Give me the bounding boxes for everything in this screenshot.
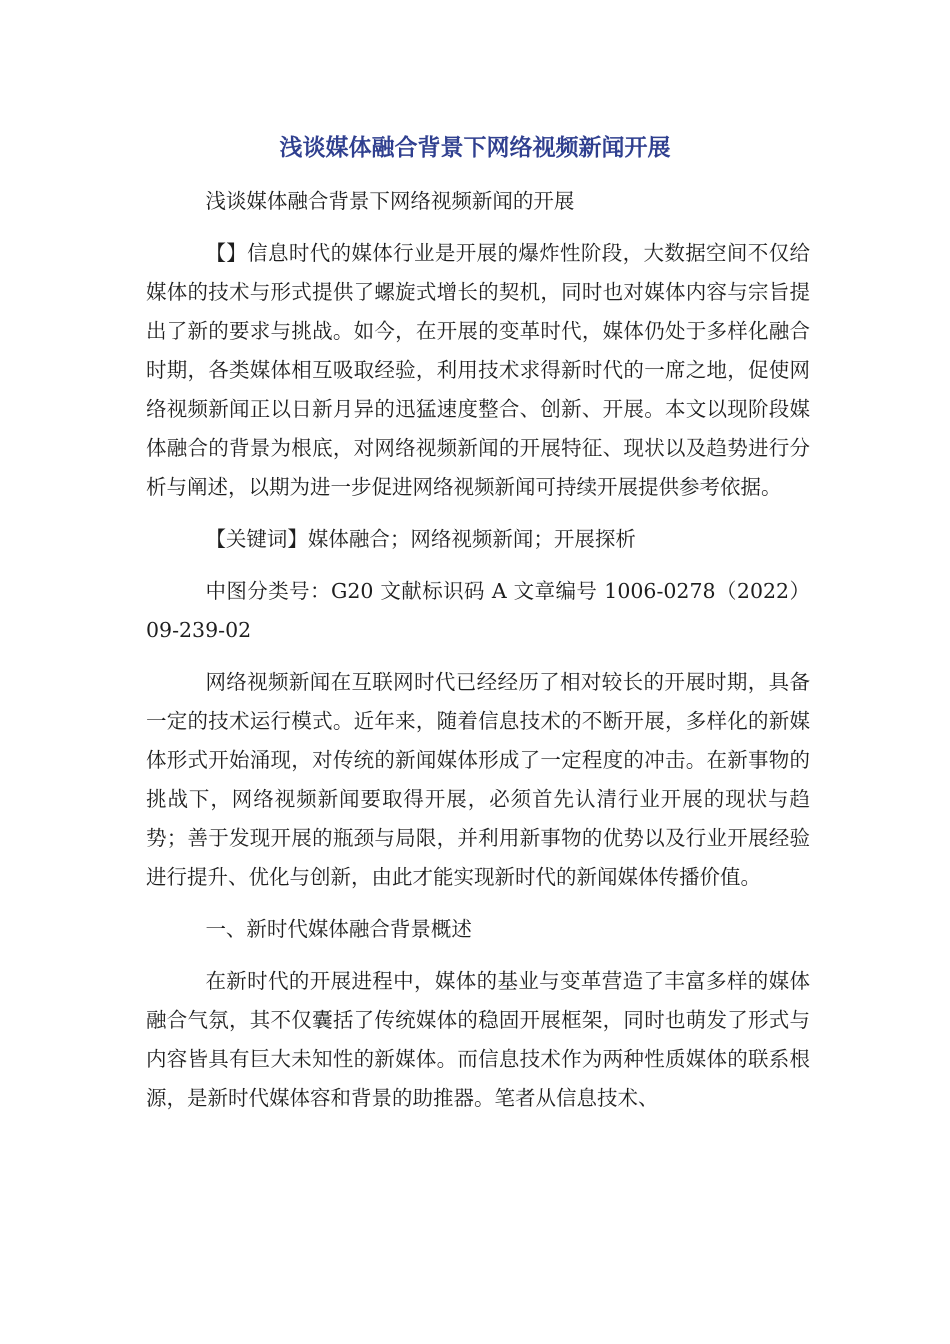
intro-paragraph: 网络视频新闻在互联网时代已经经历了相对较长的开展时期，具备一定的技术运行模式。近年来，随着信息技术的不断开展，多样化的新媒体形式开始涌现，对传统的新闻媒体形成了一定程度的冲击。在新事物的挑战下，网络视频新闻要取得开展，必须首先认清行业开展的现状与趋势；善于发现开展的瓶颈与局限，并利用新事物的优势以及行业开展经验进行提升、优化与创新，由此才能实现新时代的新闻媒体传播价值。 [146, 670, 810, 889]
keywords-paragraph: 【关键词】媒体融合；网络视频新闻；开展探析 [205, 527, 636, 551]
section-paragraph: 在新时代的开展进程中，媒体的基业与变革营造了丰富多样的媒体融合气氛，其不仅囊括了传统媒体的稳固开展框架，同时也萌发了形式与内容皆具有巨大未知性的新媒体。而信息技术作为两种性质媒体的联系根源，是新时代媒体容和背景的助推器。笔者从信息技术、 [146, 969, 810, 1110]
abstract-paragraph: 【】信息时代的媒体行业是开展的爆炸性阶段，大数据空间不仅给媒体的技术与形式提供了螺旋式增长的契机，同时也对媒体内容与宗旨提出了新的要求与挑战。如今，在开展的变革时代，媒体仍处于多样化融合时期，各类媒体相互吸取经验，利用技术求得新时代的一席之地，促使网络视频新闻正以日新月异的迅猛速度整合、创新、开展。本文以现阶段媒体融合的背景为根底，对网络视频新闻的开展特征、现状以及趋势进行分析与阐述，以期为进一步促进网络视频新闻可持续开展提供参考依据。 [146, 241, 810, 499]
document-title: 浅谈媒体融合背景下网络视频新闻开展 [279, 135, 671, 161]
document-subtitle: 浅谈媒体融合背景下网络视频新闻的开展 [205, 189, 575, 213]
classification-paragraph: 中图分类号：G20 文献标识码 A 文章编号 1006-0278（2022）09-239-02 [146, 579, 810, 642]
document-body [146, 182, 810, 1131]
section-heading: 一、新时代媒体融合背景概述 [205, 917, 472, 941]
